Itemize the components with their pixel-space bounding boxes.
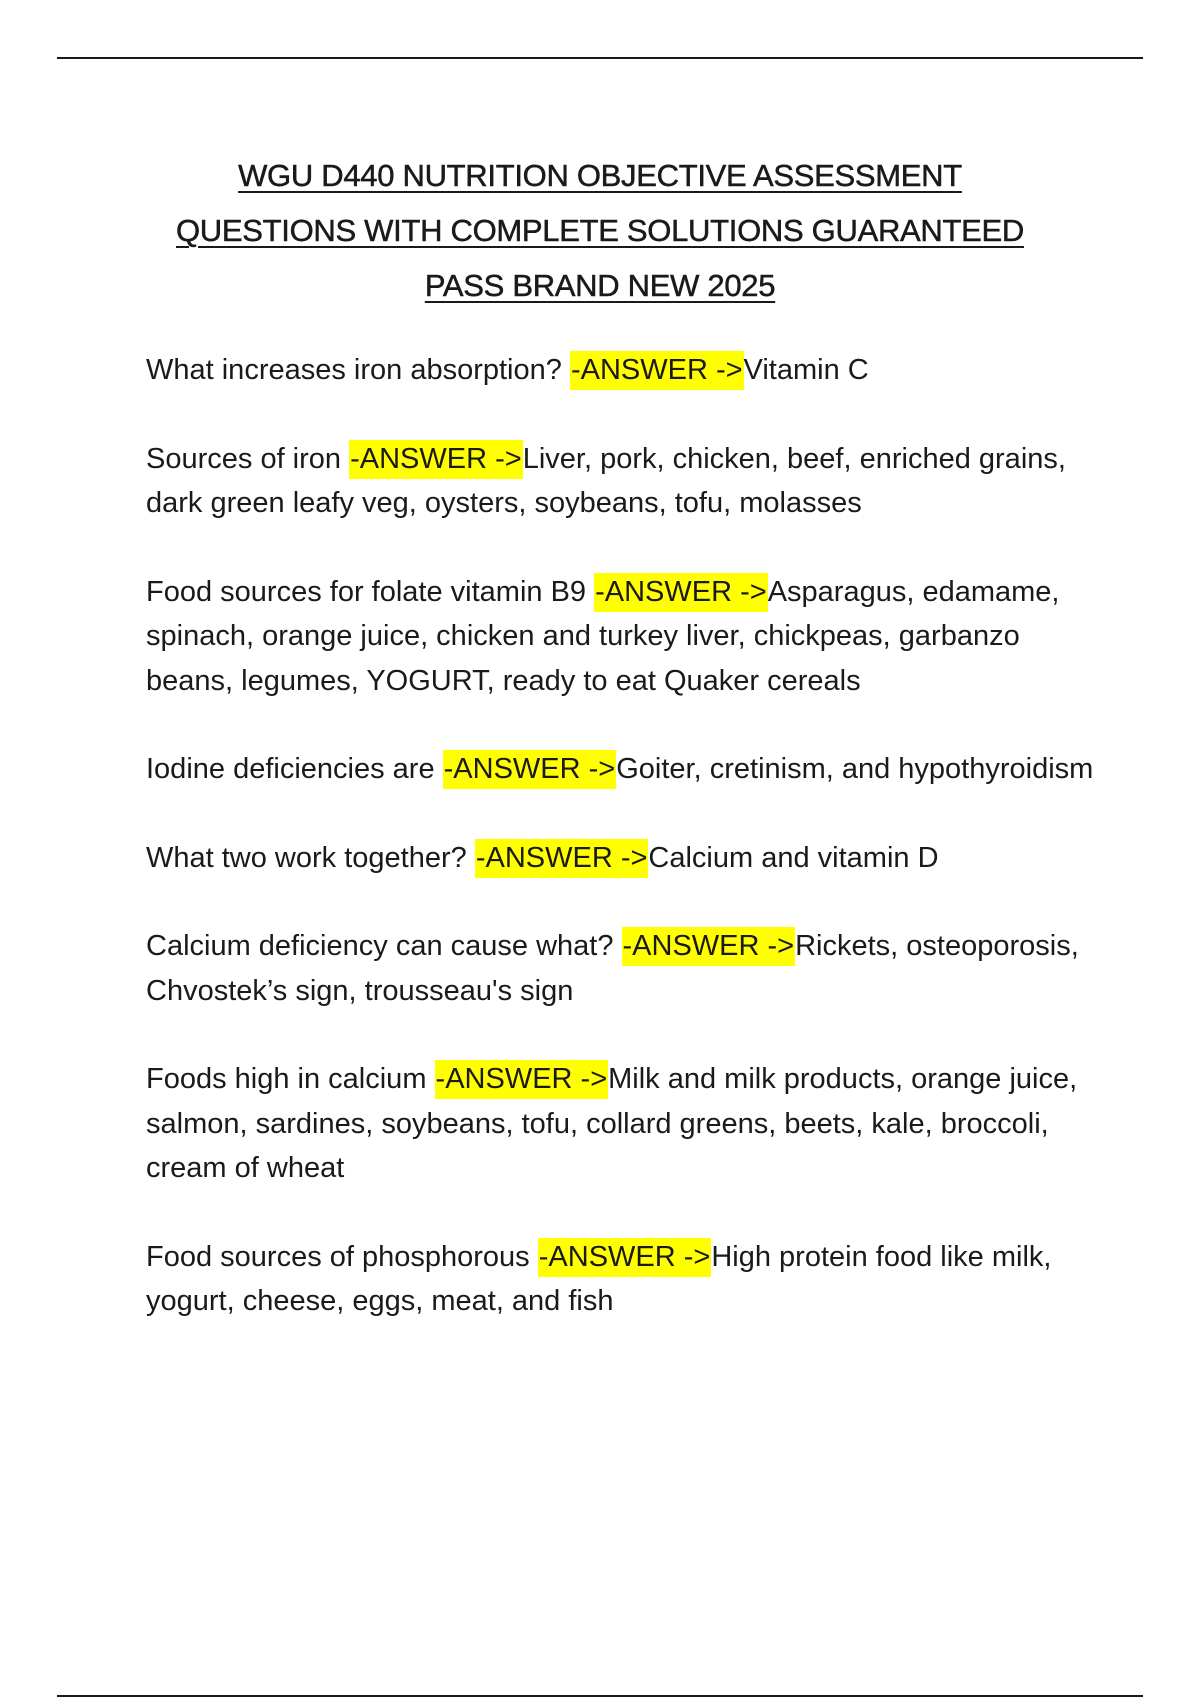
answer-marker: -ANSWER ->: [538, 1238, 712, 1277]
answer-text: Milk and milk products, orange juice, salmon, sardines, soybeans, tofu, collard greens, beets, kale, broccoli, cream of wheat: [146, 1063, 1078, 1184]
answer-marker: -ANSWER ->: [622, 927, 796, 966]
qa-item: [146, 570, 1106, 704]
question-text: Food sources for folate vitamin B9: [146, 575, 595, 608]
question-text: Calcium deficiency can cause what?: [146, 930, 622, 962]
answer-marker: -ANSWER ->: [443, 750, 617, 789]
answer-marker: -ANSWER ->: [435, 1060, 609, 1099]
question-text: What two work together?: [146, 841, 475, 874]
title-line-2: QUESTIONS WITH COMPLETE SOLUTIONS GUARANTEED: [175, 213, 1024, 248]
document-title: [100, 148, 1100, 313]
qa-item: [146, 437, 1106, 526]
question-text: Sources of iron: [146, 442, 350, 475]
title-line-1: WGU D440 NUTRITION OBJECTIVE ASSESSMENT: [238, 158, 962, 193]
title-line-3: PASS BRAND NEW 2025: [424, 268, 776, 303]
answer-text: High protein food like milk, yogurt, cheese, eggs, meat, and fish: [146, 1240, 1052, 1317]
answer-marker: -ANSWER ->: [570, 351, 744, 390]
top-divider: [57, 57, 1143, 59]
answer-text: Calcium and vitamin D: [648, 841, 939, 874]
bottom-divider: [57, 1695, 1143, 1697]
answer-marker: -ANSWER ->: [475, 839, 649, 878]
question-text: Foods high in calcium: [146, 1063, 435, 1095]
qa-item: [146, 1235, 1106, 1324]
qa-item: [146, 924, 1106, 1013]
answer-marker: -ANSWER ->: [594, 573, 768, 612]
answer-marker: -ANSWER ->: [349, 440, 523, 479]
answer-text: Vitamin C: [743, 354, 869, 386]
question-text: Food sources of phosphorous: [146, 1240, 538, 1273]
question-text: Iodine deficiencies are: [146, 753, 443, 785]
answer-text: Asparagus, edamame, spinach, orange juice, chicken and turkey liver, chickpeas, garbanzo beans, legumes, YOGURT, ready to eat Quaker cereals: [146, 575, 1060, 697]
question-text: What increases iron absorption?: [146, 354, 570, 386]
qa-item: [146, 747, 1106, 792]
qa-item: [146, 1057, 1106, 1191]
qa-item: [146, 836, 1106, 881]
answer-text: Liver, pork, chicken, beef, enriched grains, dark green leafy veg, oysters, soybeans, tofu, molasses: [146, 442, 1066, 519]
qa-list: [146, 348, 1106, 1368]
qa-item: [146, 348, 1106, 393]
answer-text: Rickets, osteoporosis, Chvostek’s sign, trousseau's sign: [146, 930, 1079, 1007]
answer-text: Goiter, cretinism, and hypothyroidism: [616, 753, 1094, 785]
